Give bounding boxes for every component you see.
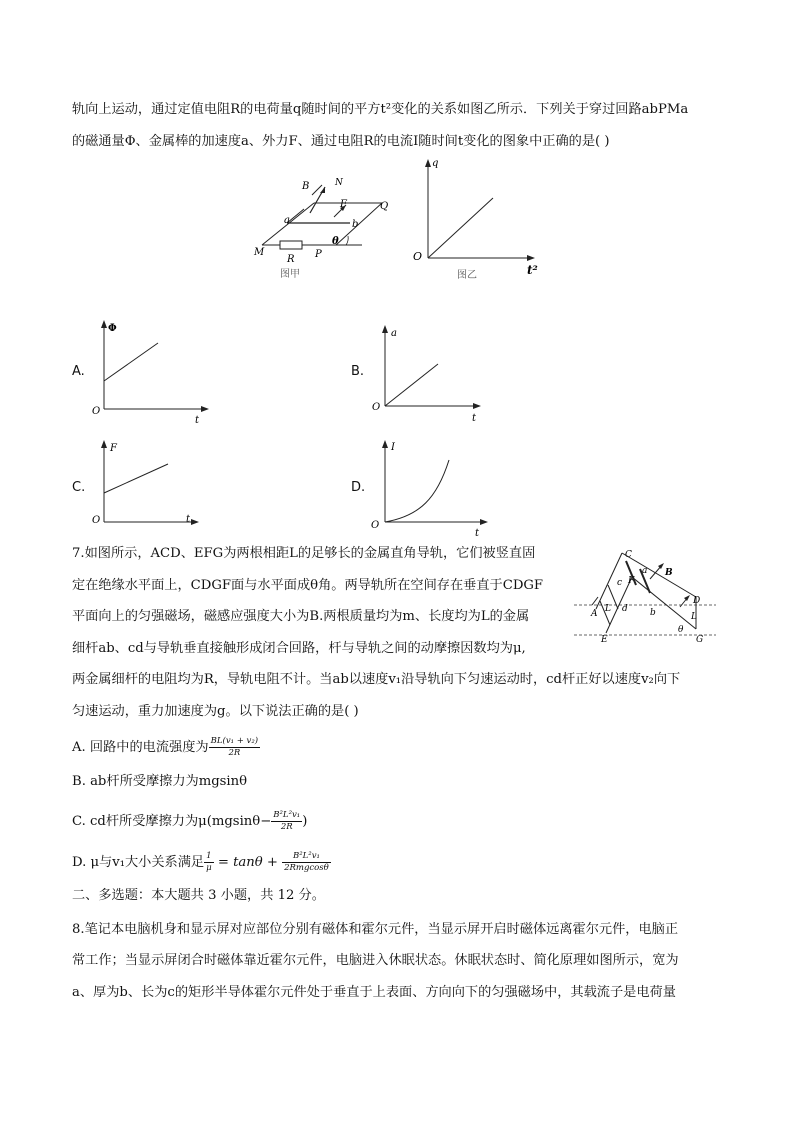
q7-fig-L2: L [691, 612, 697, 622]
q7-option-d-frac1-num: 1 [204, 851, 214, 863]
q7-option-d-frac2-num: B²L²v₁ [282, 851, 331, 863]
fig-jia-theta: θ [332, 236, 339, 247]
q7-line3: 平面向上的匀强磁场，磁感应强度大小为B.两根质量均为m、长度均为L的金属 [72, 609, 530, 624]
fig-jia-N: N [335, 178, 343, 188]
q6-option-a-graph [88, 315, 218, 427]
q7-fig-C: C [625, 550, 632, 560]
q7-fig-G: G [696, 635, 704, 645]
q7-fig-c: c [617, 578, 623, 588]
option-d-y-axis: I [391, 442, 395, 453]
q7-option-c-num: B²L²v₁ [273, 810, 301, 820]
q7-option-d-frac2-den: 2Rmgcosθ [284, 863, 329, 873]
q7-line1: 7.如图所示，ACD、EFG为两根相距L的足够长的金属直角导轨，它们被竖直固 [72, 546, 536, 561]
q7-option-a[interactable] [72, 736, 260, 759]
q7-fig-d: d [622, 604, 628, 614]
q7-option-d-mid: = tanθ + [213, 855, 283, 870]
q7-line2: 定在绝缘水平面上，CDGF面与水平面成θ角。两导轨所在空间存在垂直于CDGF [72, 578, 544, 593]
q7-option-a-text: A. 回路中的电流强度为 [72, 740, 209, 755]
q7-option-a-fraction [209, 736, 260, 759]
q6-option-d-label[interactable]: D. [351, 480, 366, 495]
q7-fig-E: E [601, 635, 608, 645]
fig-jia-B: B [302, 181, 310, 192]
q7-option-d-frac1-den: μ [206, 863, 212, 873]
q6-option-b-label[interactable]: B. [351, 364, 365, 379]
q7-line4: 细杆ab、cd与导轨垂直接触形成闭合回路，杆与导轨之间的动摩擦因数均为μ, [72, 641, 526, 656]
q7-option-a-den: 2R [228, 748, 241, 758]
fig-jia-P: P [315, 249, 322, 260]
q6-option-c-graph [88, 437, 208, 537]
fig-jia-R: R [287, 254, 295, 265]
q8-line1: 8.笔记本电脑机身和显示屏对应部位分别有磁体和霍尔元件，当显示屏开启时磁体远离霍尔元件，电脑正 [72, 922, 679, 937]
fig-jia-caption: 图甲 [280, 269, 300, 280]
option-c-origin: O [92, 515, 101, 526]
q7-line6: 匀速运动，重力加速度为g。以下说法正确的是( ) [72, 704, 359, 719]
option-a-y-axis: Φ [108, 323, 117, 334]
fig-jia-a: a [284, 215, 290, 226]
q7-option-d-frac2 [282, 851, 331, 874]
q6-line1: 轨向上运动，通过定值电阻R的电荷量q随时间的平方t²变化的关系如图乙所示．下列关于穿过回路abPMa [72, 102, 689, 117]
q7-option-d-frac1 [204, 851, 214, 874]
option-c-y-axis: F [110, 443, 117, 454]
q8-line3: a、厚为b、长为c的矩形半导体霍尔元件处于垂直于上表面、方向向下的匀强磁场中，其载流子是电荷量 [72, 985, 676, 1000]
option-b-origin: O [372, 402, 381, 413]
q7-fig-A: A [591, 609, 598, 619]
q7-fig-F: F [628, 576, 635, 586]
q7-fig-a: a [642, 566, 648, 576]
q7-option-c-text: C. cd杆所受摩擦力为μ(mgsinθ− [72, 814, 272, 829]
q6-option-c-label[interactable]: C. [72, 480, 86, 495]
q7-fig-D: D [693, 596, 701, 606]
fig-yi-caption: 图乙 [457, 270, 477, 280]
q7-figure [570, 545, 720, 645]
q6-option-b-graph [368, 320, 488, 425]
figure-jia [250, 165, 400, 285]
fig-jia-M: M [254, 247, 265, 258]
q7-option-d-text: D. μ与v₁大小关系满足 [72, 855, 205, 870]
q7-option-b[interactable]: B. ab杆所受摩擦力为mgsinθ [72, 774, 248, 789]
q7-option-c[interactable] [72, 810, 307, 833]
option-c-x-axis: t [186, 514, 191, 525]
q7-option-c-end: ) [302, 814, 308, 829]
q7-option-d[interactable] [72, 851, 331, 874]
fig-jia-F: F [340, 199, 347, 210]
section-multiple-choice-header: 二、多选题：本大题共 3 小题，共 12 分。 [72, 888, 325, 903]
q8-line2: 常工作；当显示屏闭合时磁体靠近霍尔元件，电脑进入休眠状态。休眠状态时、简化原理如图所示，宽为 [72, 953, 679, 968]
fig-yi-q: q [432, 158, 439, 169]
q6-option-a-label[interactable]: A. [72, 364, 85, 379]
option-d-origin: O [371, 520, 380, 531]
q7-fig-B: B [665, 568, 673, 578]
fig-jia-Q: Q [380, 201, 389, 212]
q7-fig-b: b [650, 608, 656, 618]
q7-fig-L1: L [605, 604, 611, 614]
option-a-origin: O [92, 406, 101, 417]
option-a-x-axis: t [195, 415, 200, 426]
q7-option-c-den: 2R [280, 822, 293, 832]
option-b-y-axis: a [391, 328, 397, 339]
fig-yi-origin: O [413, 250, 423, 263]
option-d-x-axis: t [475, 528, 480, 539]
option-b-x-axis: t [472, 413, 477, 424]
q7-option-c-fraction [271, 810, 302, 833]
q6-option-d-graph [365, 436, 495, 541]
q6-line2: 的磁通量Φ、金属棒的加速度a、外力F、通过电阻R的电流I随时间t变化的图象中正确的是( ) [72, 134, 610, 149]
q7-line5: 两金属细杆的电阻均为R，导轨电阻不计。当ab以速度v₁沿导轨向下匀速运动时，cd杆正好以速度v₂向下 [72, 672, 681, 687]
fig-yi-t2: t² [527, 263, 538, 277]
q7-fig-theta: θ [678, 625, 684, 635]
fig-jia-b: b [352, 219, 359, 230]
q7-option-a-num: BL(v₁ + v₂) [210, 736, 259, 746]
figure-yi [405, 150, 545, 280]
